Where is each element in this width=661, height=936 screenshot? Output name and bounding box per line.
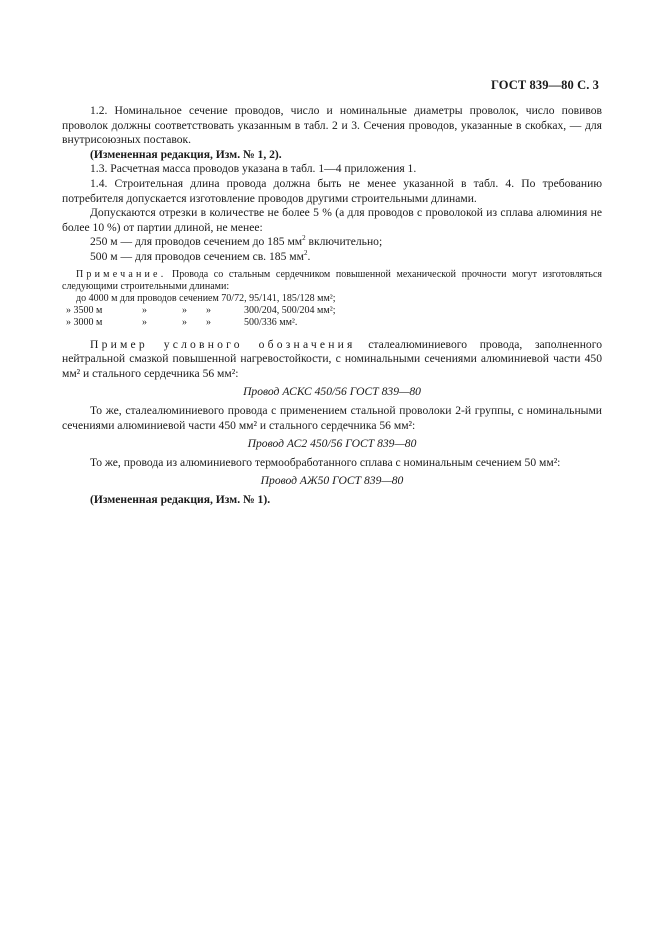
designation-askc: Провод АСКС 450/56 ГОСТ 839—80	[243, 385, 421, 399]
same-paragraph-2: То же, провода из алюминиевого термообработанного сплава с номинальным сечением 50 мм²:	[90, 455, 561, 469]
note-row-3000	[62, 317, 602, 329]
page-header: ГОСТ 839—80 С. 3	[490, 78, 599, 92]
note-row-3000-length: » 3000 м	[66, 317, 103, 329]
note-text: Провода со стальным сердечником повышенной механической прочности могут изготовляться следующими строительными длинами:	[62, 268, 602, 292]
note-row-3000-sections: 500/336 мм².	[244, 317, 298, 329]
length-line-500	[62, 250, 602, 265]
length-line-500-sup: 2	[303, 249, 308, 258]
designation-ac2: Провод АС2 450/56 ГОСТ 839—80	[247, 437, 417, 451]
designation-azh50: Провод АЖ50 ГОСТ 839—80	[260, 474, 404, 488]
length-line-500-end: .	[307, 249, 311, 263]
note-row-3500-sections: 300/204, 500/204 мм²;	[244, 305, 336, 317]
note-row-3000-ditto-2: »	[182, 317, 187, 329]
example-text: сталеалюминиевого провода, заполненного нейтральной смазкой повышенной нагревостойкости, с номинальными сечениями алюминиевой части 450 мм² и стального сердечника 56 мм²:	[62, 337, 602, 380]
paragraph-1-4: 1.4. Строительная длина провода должна быть не менее указанной в табл. 4. По требованию потребителя допускается изготовление проводов другими строительными длинами.	[62, 176, 602, 205]
example-paragraph	[62, 338, 602, 382]
note-label: Примечание.	[76, 268, 167, 280]
edit-note-2: (Измененная редакция, Изм. № 1).	[90, 492, 271, 506]
length-line-250-text: 250 м — для проводов сечением до 185 мм	[90, 235, 303, 249]
note-row-3500	[62, 305, 602, 317]
paragraph-1-3: 1.3. Расчетная масса проводов указана в табл. 1—4 приложения 1.	[90, 162, 417, 176]
note-row-3500-length: » 3500 м	[66, 305, 103, 317]
note-row-3500-ditto-3: »	[206, 305, 211, 317]
same-paragraph-1: То же, сталеалюминиевого провода с применением стальной проволоки 2-й группы, с номинальными сечениями алюминиевой части 450 мм² и стального сердечника 56 мм²:	[62, 403, 602, 432]
edit-note-1: (Измененная редакция, Изм. № 1, 2).	[90, 147, 282, 161]
example-label: Пример условного обозначения	[90, 337, 356, 351]
document-body	[62, 104, 602, 507]
paragraph-allowed-segments: Допускаются отрезки в количестве не более 5 % (а для проводов с проволокой из сплава алюминия не более 10 %) от партии длиной, не менее:	[62, 206, 602, 234]
note-paragraph	[62, 269, 602, 293]
paragraph-1-2: 1.2. Номинальное сечение проводов, число и номинальные диаметры проволок, число повивов проволок должны соответствовать указанным в табл. 2 и 3. Сечения проводов, указанные в скобках, — для внутрисоюзных поставок.	[62, 104, 602, 147]
note-row-4000-text: до 4000 м для проводов сечением 70/72, 95/141, 185/128 мм²;	[76, 292, 336, 304]
note-row-3000-ditto-3: »	[206, 317, 211, 329]
length-line-250	[62, 235, 602, 250]
note-row-4000	[62, 293, 602, 305]
length-line-250-sup: 2	[302, 234, 306, 243]
note-row-3500-ditto-1: »	[142, 305, 147, 317]
note-row-3000-ditto-1: »	[142, 317, 147, 329]
length-line-500-text: 500 м — для проводов сечением св. 185 мм	[90, 249, 304, 263]
length-line-250-end: включительно;	[305, 235, 383, 249]
note-row-3500-ditto-2: »	[182, 305, 187, 317]
